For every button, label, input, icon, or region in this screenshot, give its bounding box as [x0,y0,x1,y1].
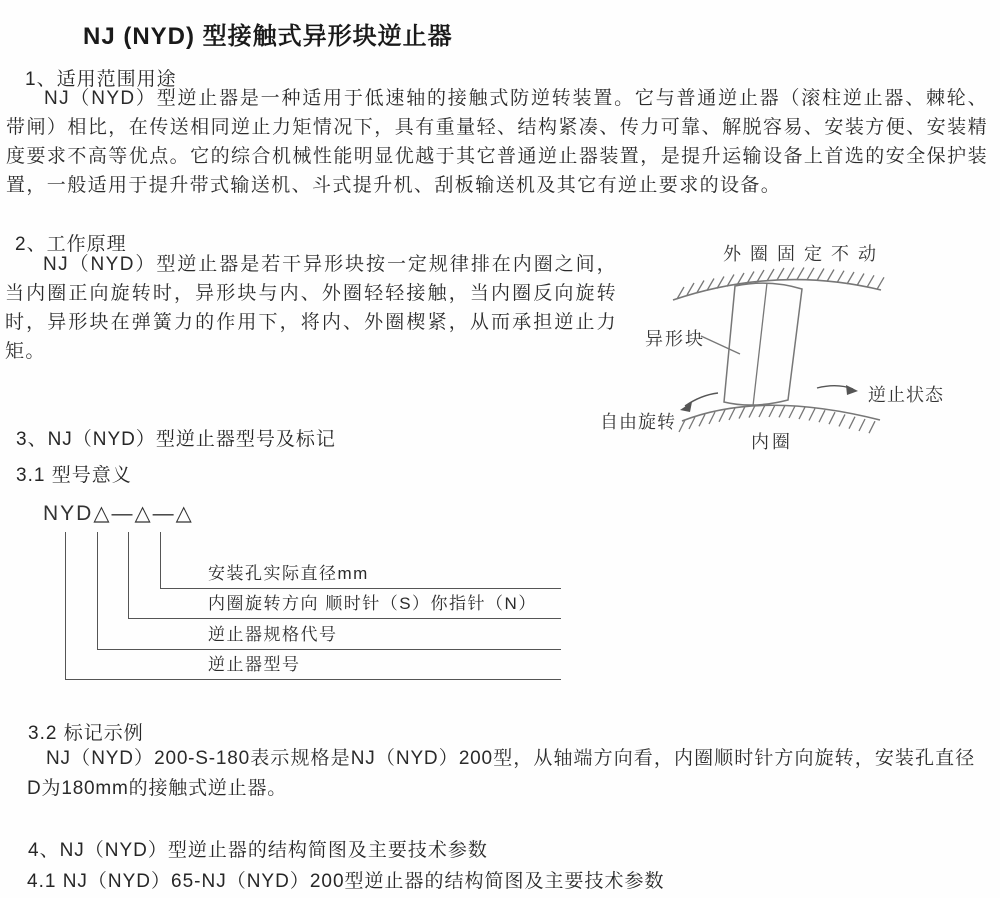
section-3-2-heading: 3.2 标记示例 [28,723,144,744]
legend-item-model-number [65,532,561,680]
spec-code-label: 逆止器规格代号 [208,625,338,644]
section-3-2-body: NJ（NYD）200-S-180表示规格是NJ（NYD）200型，从轴端方向看，内圈顺时针方向旋转，安装孔直径D为180mm的接触式逆止器。 [27,748,975,799]
inner-ring-label: 内圈 [751,432,793,452]
section-4-heading: 4、NJ（NYD）型逆止器的结构简图及主要技术参数 [28,840,488,861]
outer-ring-label: 外圈固定不动 [723,244,885,264]
page-title: NJ (NYD) 型接触式异形块逆止器 [83,23,453,50]
section-3-heading: 3、NJ（NYD）型逆止器型号及标记 [16,429,336,450]
shaped-block-shape [724,283,802,405]
backstop-state-label: 逆止状态 [868,385,944,405]
section-2-body: NJ（NYD）型逆止器是若干异形块按一定规律排在内圈之间，当内圈正向旋转时，异形块与内、外圈轻轻接触，当内圈反向旋转时，异形块在弹簧力的作用下，将内、外圈楔紧，从而承担逆止力矩。 [5,254,617,362]
rotation-direction-label: 内圈旋转方向 顺时针（S）你指针（N） [208,594,537,613]
shaped-block-label: 异形块 [645,329,705,349]
section-1-body: NJ（NYD）型逆止器是一种适用于低速轴的接触式防逆转装置。它与普通逆止器（滚柱逆止器、棘轮、带闸）相比，在传送相同逆止力矩情况下，具有重量轻、结构紧凑、传力可靠、解脱容易、安装方便、安装精度要求不高等优点。它的综合机械性能明显优越于其它普通逆止器装置，是提升运输设备上首选的安全保护装置，一般适用于提升带式输送机、斗式提升机、刮板输送机及其它有逆止要求的设备。 [6,88,988,196]
free-rotation-label: 自由旋转 [600,412,676,432]
mounting-hole-diameter-label: 安装孔实际直径mm [208,564,369,583]
model-code: NYD△—△—△ [43,502,194,525]
section-3-1-heading: 3.1 型号意义 [16,465,132,486]
working-principle-diagram [585,236,995,461]
model-number-label: 逆止器型号 [208,655,301,674]
section-4-1-heading: 4.1 NJ（NYD）65-NJ（NYD）200型逆止器的结构简图及主要技术参数 [27,871,665,892]
section-2-heading: 2、工作原理 [15,234,127,255]
section-1-heading: 1、适用范围用途 [25,69,177,90]
